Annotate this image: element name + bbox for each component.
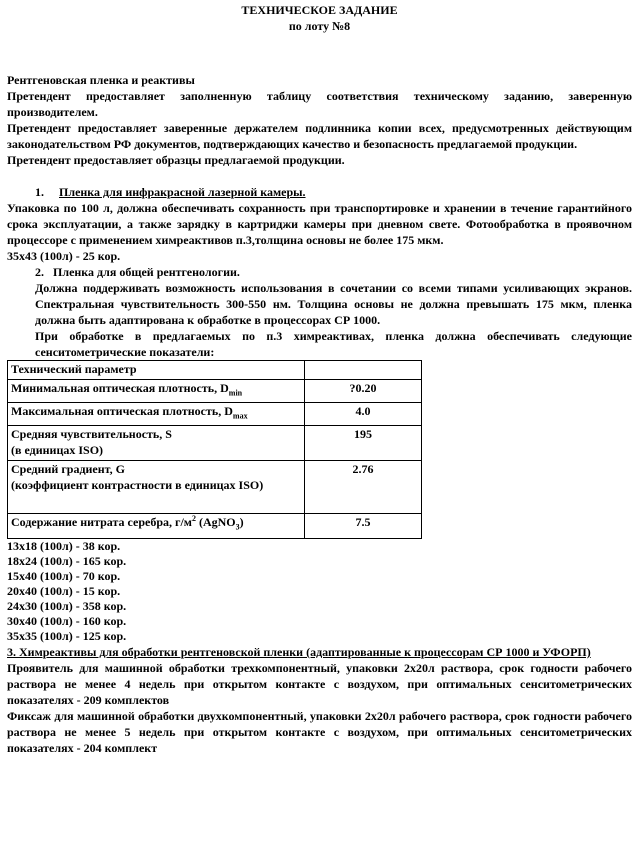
section-3-paragraph-1: Проявитель для машинной обработки трехкомпонентный, упаковки 2х20л раствора, срок годности рабочего раствора не менее 4 недель при открытом контакте с воздухом, при оптимальных сенситометрических показателях - 209 комплектов [7, 661, 632, 707]
table-header-row [8, 361, 422, 380]
intro-heading: Рентгеновская пленка и реактивы [7, 73, 195, 87]
intro-paragraph-2: Претендент предоставляет заверенные держателем подлинника копии всех, предусмотренных действующим законодательством РФ документов, подтверждающих качество и безопасность предлагаемой продукции. [7, 121, 632, 151]
table-row [8, 403, 422, 426]
sensitometry-table [7, 360, 422, 539]
table-cell-value: 2.76 [305, 461, 422, 514]
section-1-number: 1. [35, 185, 44, 199]
table-cell-param: Средний градиент, G (коэффициент контрастности в единицах ISO) [8, 461, 305, 514]
table-cell-value: 195 [305, 426, 422, 461]
section-1-title: Пленка для инфракрасной лазерной камеры. [59, 185, 306, 199]
intro-paragraph-3: Претендент предоставляет образцы предлагаемой продукции. [7, 153, 345, 167]
title-line-2: по лоту №8 [288, 19, 351, 33]
document-title [7, 2, 632, 34]
table-cell-param: Максимальная оптическая плотность, $D_{max}$ [8, 403, 305, 426]
section-3-paragraph-2: Фиксаж для машинной обработки двухкомпонентный, упаковки 2х20л рабочего раствора, срок годности рабочего раствора не менее 5 недель при открытом контакте с воздухом, при оптимальных сенситометрических показателях - 204 комплект [7, 709, 632, 755]
list-item: 18х24 (100л) - 165 кор. [7, 554, 127, 568]
section-3-heading: 3. Химреактивы для обработки рентгеновской пленки (адаптированные к процессорам СР 1000 и УФОРП) [7, 645, 591, 659]
intro-paragraph-1: Претендент предоставляет заполненную таблицу соответствия техническому заданию, заверенную производителем. [7, 89, 632, 119]
title-line-1: ТЕХНИЧЕСКОЕ ЗАДАНИЕ [241, 3, 398, 17]
section-2-body-2: При обработке в предлагаемых по п.3 химреактивах, пленка должна обеспечивать следующие сенситометрические показатели: [35, 329, 632, 359]
section-2-number: 2. [35, 265, 44, 279]
table-cell-value: 7.5 [305, 514, 422, 539]
section-2-heading [35, 264, 632, 280]
section-1-heading [35, 184, 632, 200]
table-row [8, 514, 422, 539]
table-row [8, 426, 422, 461]
table-cell-param: Средняя чувствительность, S (в единицах ISO) [8, 426, 305, 461]
section-2-title: Пленка для общей рентгенологии. [53, 265, 240, 279]
table-row [8, 380, 422, 403]
document-page [7, 2, 632, 756]
list-item: 15х40 (100л) - 70 кор. [7, 569, 121, 583]
table-cell-param: Содержание нитрата серебра, $г/м^2$ (AgNO$_3$) [8, 514, 305, 539]
table-cell-value: 4.0 [305, 403, 422, 426]
table-cell-param: Минимальная оптическая плотность, $D_{min}$ [8, 380, 305, 403]
section-1-body: Упаковка по 100 л, должна обеспечивать сохранность при транспортировке и хранении в течение гарантийного срока эксплуатации, а также зарядку в картриджи камеры при дневном свете. Фотообработка в проявочном процессоре с применением химреактивов п.3,толщина основы не более 175 мкм. [7, 201, 632, 247]
table-header-value [305, 361, 422, 380]
list-item: 20х40 (100л) - 15 кор. [7, 584, 121, 598]
table-cell-value: ?0.20 [305, 380, 422, 403]
list-item: 35х35 (100л) - 125 кор. [7, 629, 127, 643]
section-1-item: 35х43 (100л) - 25 кор. [7, 249, 121, 263]
list-item: 13х18 (100л) - 38 кор. [7, 539, 121, 553]
table-row [8, 461, 422, 514]
section-2-body: Должна поддерживать возможность использования в сочетании со всеми типами усиливающих экранов. Спектральная чувствительность 300-550 нм. Толщина основы не должна превышать 175 мкм, пленка должна быть адаптирована к обработке в процессорах СР 1000. [35, 281, 632, 327]
list-item: 24х30 (100л) - 358 кор. [7, 599, 127, 613]
table-header-param: Технический параметр [8, 361, 305, 380]
list-item: 30х40 (100л) - 160 кор. [7, 614, 127, 628]
film-size-list [7, 539, 632, 644]
